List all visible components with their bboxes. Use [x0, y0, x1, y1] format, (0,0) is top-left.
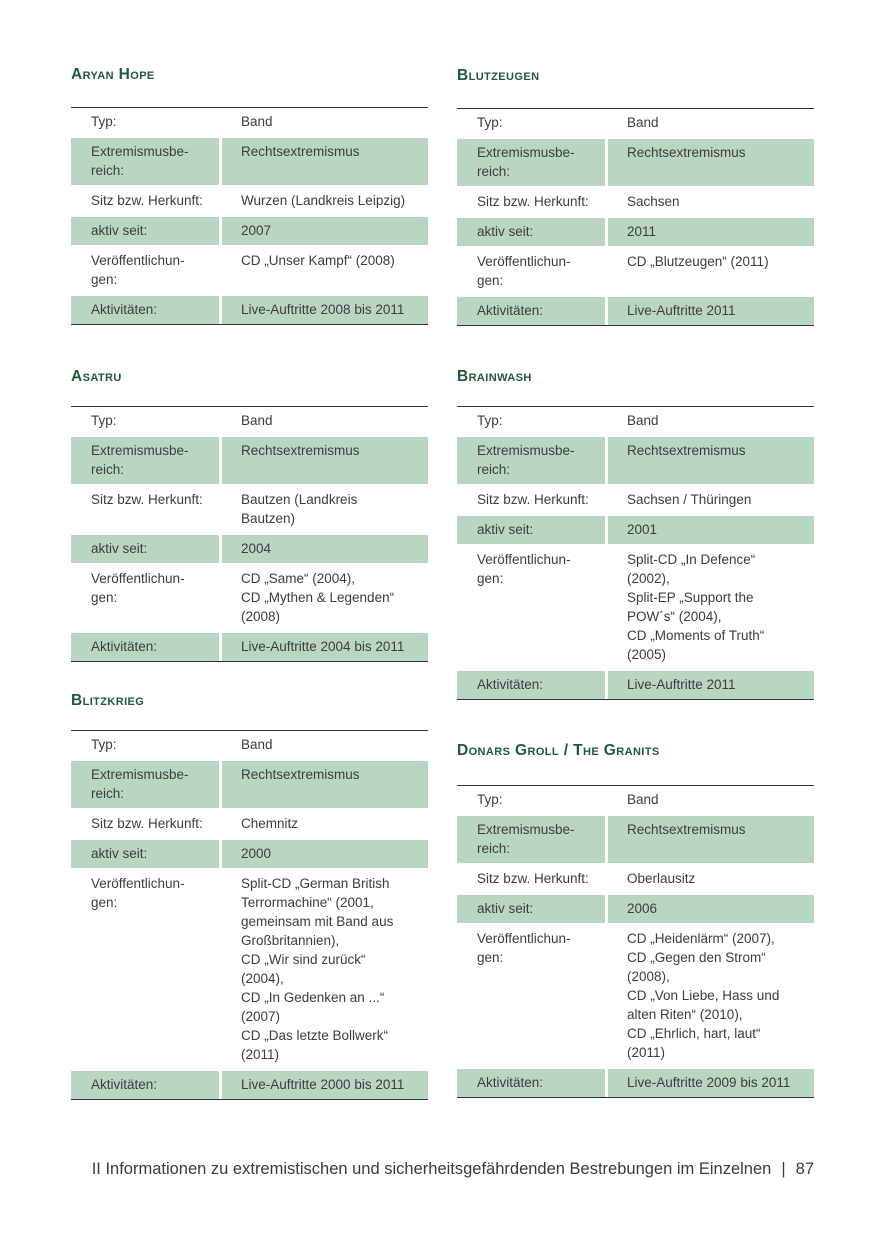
row-label: Extremismusbe- reich:: [71, 437, 219, 484]
table-row: [457, 893, 814, 925]
row-value: Rechtsextremismus: [222, 138, 428, 185]
band-table: [71, 730, 428, 1100]
table-row: [71, 294, 428, 324]
table-row: [457, 786, 814, 814]
row-label: aktiv seit:: [457, 516, 605, 544]
band-table: [457, 406, 814, 700]
table-row: [457, 514, 814, 546]
row-value: CD „Same“ (2004), CD „Mythen & Legenden“ (2008): [241, 571, 395, 624]
table-row: [71, 565, 428, 631]
row-value: Live-Auftritte 2011: [608, 671, 814, 699]
row-label: Extremismusbe- reich:: [457, 139, 605, 186]
band-title: Asatru: [71, 368, 122, 385]
band-table: [71, 406, 428, 662]
row-label: Typ:: [91, 114, 117, 129]
row-label: Typ:: [91, 737, 117, 752]
table-row: [457, 109, 814, 137]
row-label: Aktivitäten:: [457, 297, 605, 325]
row-value: 2007: [222, 217, 428, 245]
table-row: [457, 188, 814, 216]
row-label: Sitz bzw. Herkunft:: [91, 816, 203, 831]
band-title: Donars Groll / The Granits: [457, 742, 660, 759]
row-label: aktiv seit:: [71, 535, 219, 563]
row-label: aktiv seit:: [71, 840, 219, 868]
table-row: [71, 759, 428, 810]
row-value: Band: [627, 413, 659, 428]
table-row: [71, 486, 428, 533]
row-value: CD „Heidenlärm“ (2007), CD „Gegen den Strom“ (2008), CD „Von Liebe, Hass und alten Riten“ (2010), CD „Ehrlich, hart, laut“ (2011): [627, 931, 780, 1060]
row-label: Veröffentlichun- gen:: [477, 931, 571, 965]
row-value: Live-Auftritte 2008 bis 2011: [222, 296, 428, 324]
row-value: 2011: [608, 218, 814, 246]
band-title: Brainwash: [457, 368, 532, 385]
table-row: [457, 925, 814, 1067]
row-value: Bautzen (Landkreis Bautzen): [241, 492, 358, 526]
row-label: Sitz bzw. Herkunft:: [477, 871, 589, 886]
row-label: Extremismusbe- reich:: [71, 761, 219, 808]
band-table: [457, 785, 814, 1098]
table-row: [457, 814, 814, 865]
band-title: Aryan Hope: [71, 66, 155, 83]
row-value: Live-Auftritte 2009 bis 2011: [608, 1069, 814, 1097]
row-label: aktiv seit:: [457, 895, 605, 923]
row-value: Split-CD „German British Terrormachine“ (2001, gemeinsam mit Band aus Großbritannien), CD „Wir sind zurück“ (2004), CD „In Gedenken an ...“ (2007) CD „Das letzte Bollwerk“ (2011): [241, 876, 394, 1062]
band-table: [457, 108, 814, 326]
table-row: [457, 669, 814, 699]
row-label: Aktivitäten:: [71, 296, 219, 324]
row-label: Veröffentlichun- gen:: [91, 253, 185, 287]
row-label: Sitz bzw. Herkunft:: [91, 492, 203, 507]
table-row: [457, 137, 814, 188]
row-label: Veröffentlichun- gen:: [477, 254, 571, 288]
page-number: 87: [795, 1160, 814, 1178]
table-row: [71, 215, 428, 247]
row-label: Aktivitäten:: [71, 633, 219, 661]
band-table: [71, 107, 428, 325]
row-value: Band: [627, 792, 659, 807]
row-label: Veröffentlichun- gen:: [91, 571, 185, 605]
row-value: CD „Unser Kampf“ (2008): [241, 253, 395, 268]
row-value: Wurzen (Landkreis Leipzig): [241, 193, 406, 208]
table-row: [457, 546, 814, 669]
row-value: Band: [241, 737, 273, 752]
row-value: Split-CD „In Defence“ (2002), Split-EP „Support the POW´s“ (2004), CD „Moments of Truth“ (2005): [627, 552, 765, 662]
row-value: 2001: [608, 516, 814, 544]
row-value: Chemnitz: [241, 816, 299, 831]
row-label: aktiv seit:: [457, 218, 605, 246]
row-value: Band: [241, 114, 273, 129]
band-title: Blitzkrieg: [71, 692, 145, 709]
table-row: [457, 248, 814, 295]
table-row: [71, 108, 428, 136]
band-title: Blutzeugen: [457, 67, 540, 84]
table-row: [457, 435, 814, 486]
row-value: Sachsen / Thüringen: [627, 492, 752, 507]
table-row: [71, 435, 428, 486]
footer-text: II Informationen zu extremistischen und sicherheitsgefährdenden Bestrebungen im Einzelnen: [91, 1160, 772, 1178]
row-label: Veröffentlichun- gen:: [91, 876, 185, 910]
row-value: Rechtsextremismus: [222, 437, 428, 484]
row-label: Sitz bzw. Herkunft:: [477, 492, 589, 507]
table-row: [457, 216, 814, 248]
row-value: 2006: [608, 895, 814, 923]
table-row: [71, 533, 428, 565]
row-value: Rechtsextremismus: [608, 816, 814, 863]
table-row: [457, 407, 814, 435]
table-row: [71, 631, 428, 661]
row-value: Rechtsextremismus: [608, 437, 814, 484]
footer-separator: |: [781, 1160, 786, 1178]
row-label: Sitz bzw. Herkunft:: [91, 193, 203, 208]
row-label: Extremismusbe- reich:: [71, 138, 219, 185]
table-row: [71, 810, 428, 838]
row-label: Aktivitäten:: [457, 671, 605, 699]
row-label: Aktivitäten:: [71, 1071, 219, 1099]
table-row: [71, 187, 428, 215]
table-row: [71, 136, 428, 187]
row-label: Veröffentlichun- gen:: [477, 552, 571, 586]
row-label: Typ:: [477, 792, 503, 807]
row-label: aktiv seit:: [71, 217, 219, 245]
row-label: Extremismusbe- reich:: [457, 816, 605, 863]
row-value: Sachsen: [627, 194, 680, 209]
row-value: 2000: [222, 840, 428, 868]
table-row: [71, 870, 428, 1069]
row-label: Aktivitäten:: [457, 1069, 605, 1097]
row-value: Band: [627, 115, 659, 130]
row-value: Live-Auftritte 2004 bis 2011: [222, 633, 428, 661]
row-value: Rechtsextremismus: [222, 761, 428, 808]
row-label: Typ:: [477, 413, 503, 428]
table-row: [71, 838, 428, 870]
table-row: [71, 407, 428, 435]
table-row: [457, 295, 814, 325]
row-value: Live-Auftritte 2011: [608, 297, 814, 325]
row-value: CD „Blutzeugen“ (2011): [627, 254, 769, 269]
row-label: Typ:: [477, 115, 503, 130]
row-label: Typ:: [91, 413, 117, 428]
page-footer: [0, 1160, 814, 1179]
row-label: Extremismusbe- reich:: [457, 437, 605, 484]
row-value: Band: [241, 413, 273, 428]
row-value: 2004: [222, 535, 428, 563]
row-label: Sitz bzw. Herkunft:: [477, 194, 589, 209]
table-row: [457, 486, 814, 514]
table-row: [457, 1067, 814, 1097]
row-value: Oberlausitz: [627, 871, 696, 886]
table-row: [71, 247, 428, 294]
row-value: Live-Auftritte 2000 bis 2011: [222, 1071, 428, 1099]
table-row: [71, 1069, 428, 1099]
row-value: Rechtsextremismus: [608, 139, 814, 186]
table-row: [71, 731, 428, 759]
table-row: [457, 865, 814, 893]
